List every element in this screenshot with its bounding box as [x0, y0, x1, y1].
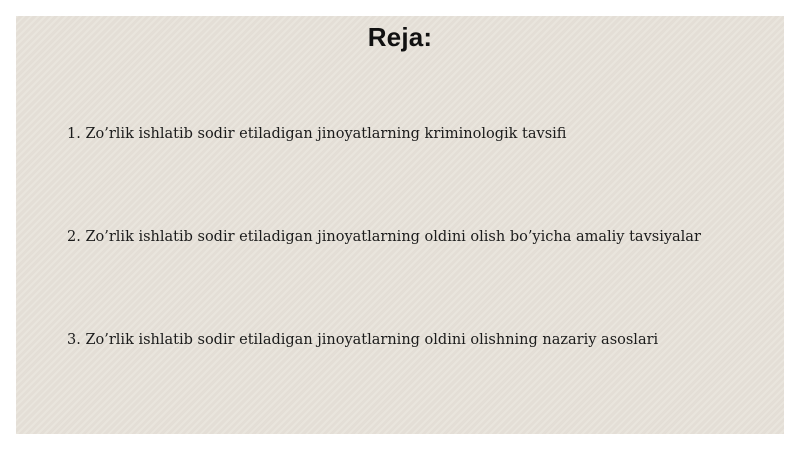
- plan-item-1: 1. Zo’rlik ishlatib sodir etiladigan jinoyatlarning kriminologik tavsifi: [67, 126, 567, 142]
- plan-item-2: 2. Zo’rlik ishlatib sodir etiladigan jinoyatlarning oldini olish bo’yicha amaliy tavsiyalar: [67, 229, 701, 245]
- slide-title: Reja:: [367, 22, 433, 52]
- slide: [16, 16, 784, 434]
- plan-item-3: 3. Zo’rlik ishlatib sodir etiladigan jinoyatlarning oldini olishning nazariy asoslari: [67, 332, 659, 348]
